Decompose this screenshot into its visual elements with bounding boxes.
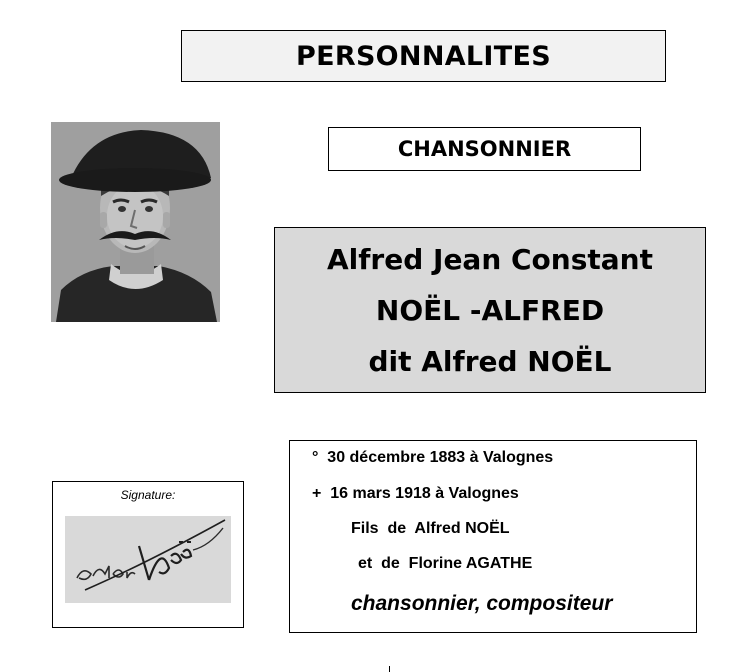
page-mark [389,666,390,672]
name-box [274,227,706,393]
category-label: CHANSONNIER [397,137,572,161]
name-line-2: NOËL -ALFRED [375,293,605,327]
death-info: + 16 mars 1918 à Valognes [312,485,519,502]
name-line-3: dit Alfred NOËL [368,344,612,378]
occupation-info: chansonnier, compositeur [351,592,613,615]
father-info: Fils de Alfred NOËL [351,520,510,537]
name-line-1: Alfred Jean Constant [326,242,653,276]
page-title-banner [181,30,666,82]
signature-caption: Signature: [120,488,176,502]
portrait-photo [51,122,220,322]
signature-box [52,481,244,628]
mother-info: et de Florine AGATHE [358,555,533,572]
biography-details-box [289,440,697,633]
category-box [328,127,641,171]
birth-info: ° 30 décembre 1883 à Valognes [312,449,554,466]
signature-image [65,516,231,603]
page-title: PERSONNALITES [296,40,551,72]
